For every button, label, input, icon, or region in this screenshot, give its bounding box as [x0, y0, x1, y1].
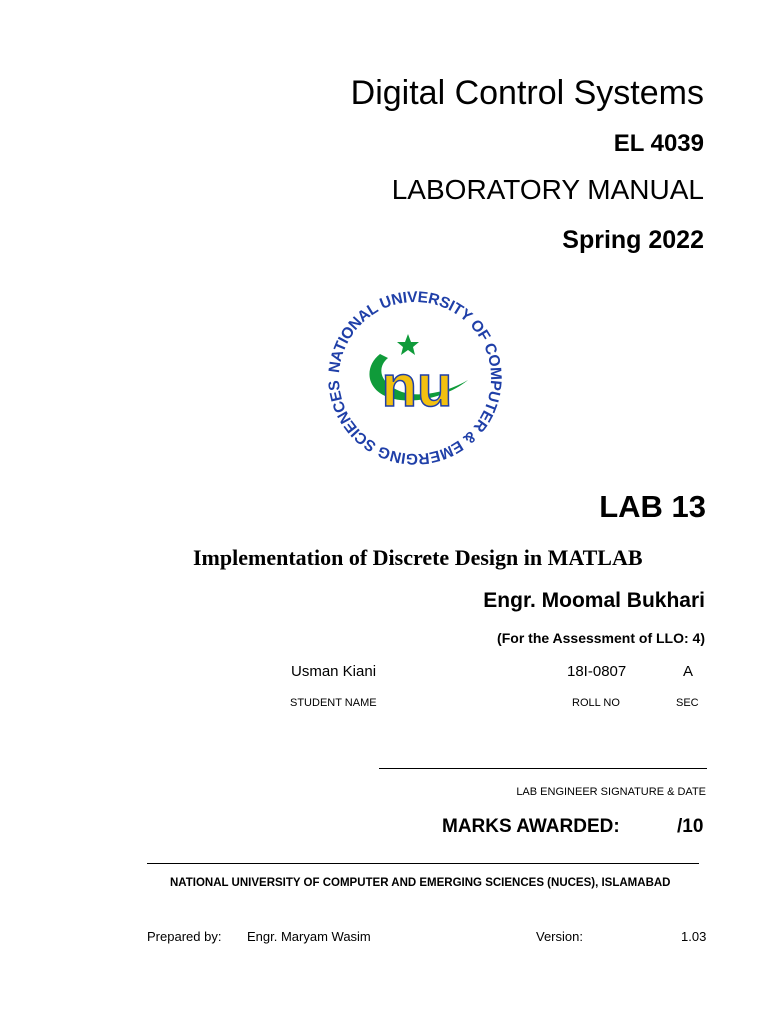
marks-awarded-label: MARKS AWARDED: [442, 816, 620, 837]
section-value: A [683, 663, 694, 680]
course-title: Digital Control Systems [350, 74, 704, 112]
section-label: SEC [676, 697, 699, 709]
roll-no-label: ROLL NO [572, 697, 620, 709]
prepared-by-label: Prepared by: [147, 929, 222, 944]
assessment-note: (For the Assessment of LLO: 4) [497, 630, 705, 646]
signature-label: LAB ENGINEER SIGNATURE & DATE [516, 786, 706, 798]
student-name-value: Usman Kiani [291, 663, 377, 680]
roll-no-value: 18I-0807 [567, 663, 627, 680]
version-label: Version: [536, 929, 583, 944]
footer-divider [147, 863, 699, 864]
student-name-label: STUDENT NAME [290, 697, 377, 709]
logo-emblem-text: nu [381, 354, 453, 419]
university-seal-icon [322, 288, 508, 468]
lab-topic: Implementation of Discrete Design in MATLAB [193, 545, 643, 570]
star-icon [397, 334, 419, 355]
logo-ring-text: NATIONAL UNIVERSITY OF COMPUTER & EMERGING SCIENCES [325, 288, 505, 468]
lab-number: LAB 13 [599, 489, 706, 524]
course-code: EL 4039 [613, 130, 704, 157]
manual-label: LABORATORY MANUAL [391, 174, 704, 205]
marks-awarded-value: /10 [677, 816, 704, 837]
lab-engineer: Engr. Moomal Bukhari [483, 589, 705, 612]
prepared-by-value: Engr. Maryam Wasim [247, 929, 371, 944]
signature-line [379, 768, 707, 769]
university-logo [322, 288, 508, 468]
term-label: Spring 2022 [562, 226, 704, 254]
version-value: 1.03 [681, 929, 707, 944]
university-name: NATIONAL UNIVERSITY OF COMPUTER AND EMERGING SCIENCES (NUCES), ISLAMABAD [170, 877, 671, 889]
